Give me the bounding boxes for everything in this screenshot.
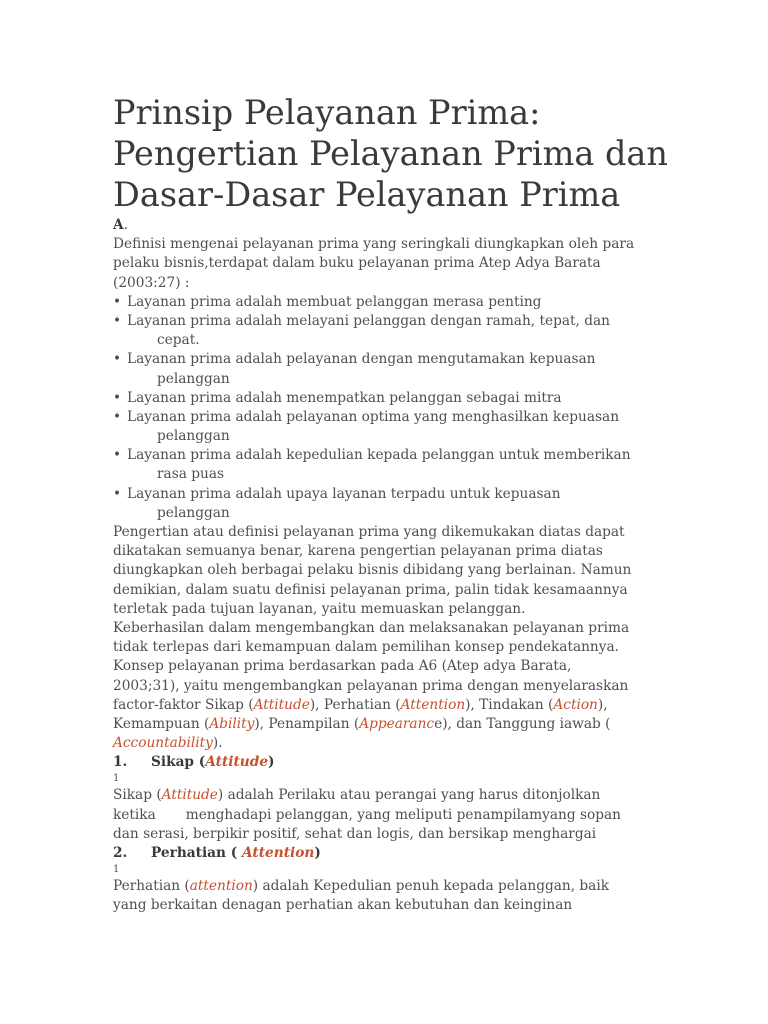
intro-line: (2003:27) :: [113, 274, 190, 291]
section-label: A.: [113, 217, 128, 233]
list-item: • Layanan prima adalah menempatkan pelanggan sebagai mitra: [113, 389, 658, 408]
bullet-icon: •: [113, 408, 122, 425]
bullet-icon: •: [113, 312, 122, 329]
list-item-continuation: pelanggan: [157, 504, 230, 521]
list-item: • Layanan prima adalah upaya layanan terpadu untuk kepuasan: [113, 485, 658, 504]
paragraph-line: Sikap (Attitude) adalah Perilaku atau perangai yang harus ditonjolkan: [113, 787, 601, 804]
page-title: [113, 92, 673, 215]
paragraph-line: dikatakan semuanya benar, karena pengertian pelayanan prima diatas: [113, 543, 603, 560]
list-item: • Layanan prima adalah kepedulian kepada pelanggan untuk memberikan: [113, 446, 658, 465]
definition-paragraph: [113, 523, 658, 753]
paragraph-line: 2003;31), yaitu mengembangkan pelayanan prima dengan menyelaraskan: [113, 677, 629, 694]
document-body: [113, 216, 658, 916]
list-item: • Layanan prima adalah pelayanan optima yang menghasilkan kepuasan: [113, 408, 658, 427]
list-item-continuation: cepat.: [157, 332, 200, 349]
section-heading: 2. Perhatian ( Attention): [113, 845, 321, 861]
paragraph-line: Kemampuan (Ability), Penampilan (Appearance), dan Tanggung iawab (: [113, 715, 611, 732]
paragraph-line: yang berkaitan denagan perhatian akan kebutuhan dan keinginan: [113, 897, 573, 914]
intro-line: pelaku bisnis,terdapat dalam buku pelayanan prima Atep Adya Barata: [113, 255, 601, 272]
bullet-icon: •: [113, 389, 122, 406]
bullet-icon: •: [113, 293, 122, 310]
paragraph-line: Pengertian atau definisi pelayanan prima yang dikemukakan diatas dapat: [113, 524, 625, 540]
list-item-continuation: pelanggan: [157, 428, 230, 445]
bullet-icon: •: [113, 447, 122, 464]
list-item: • Layanan prima adalah pelayanan dengan mengutamakan kepuasan: [113, 350, 658, 369]
title-line-2: Pengertian Pelayanan Prima dan: [113, 134, 668, 173]
title-line-1: Prinsip Pelayanan Prima:: [113, 93, 541, 132]
intro-paragraph: [113, 235, 658, 293]
paragraph-line: tidak terlepas dari kemampuan dalam pemilihan konsep pendekatannya.: [113, 639, 619, 656]
section-sikap: [113, 753, 658, 844]
intro-line: Definisi mengenai pelayanan prima yang seringkali diungkapkan oleh para: [113, 236, 635, 253]
footnote-marker: 1: [113, 864, 120, 876]
list-item: • Layanan prima adalah membuat pelanggan merasa penting: [113, 293, 658, 312]
paragraph-line: Keberhasilan dalam mengembangkan dan melaksanakan pelayanan prima: [113, 619, 630, 636]
paragraph-line: terletak pada tujuan layanan, yaitu memuaskan pelanggan.: [113, 600, 526, 617]
bullet-list: [113, 293, 658, 523]
paragraph-line: factor-faktor Sikap (Attitude), Perhatian (Attention), Tindakan (Action),: [113, 696, 608, 713]
list-item-continuation: pelanggan: [157, 370, 230, 387]
bullet-icon: •: [113, 485, 122, 502]
footnote-marker: 1: [113, 773, 120, 785]
section-heading: 1. Sikap (Attitude): [113, 754, 275, 771]
paragraph-line: demikian, dalam suatu definisi pelayanan prima, palin tidak kesamaannya: [113, 581, 628, 598]
section-perhatian: [113, 844, 658, 916]
paragraph-line: diungkapkan oleh berbagai pelaku bisnis dibidang yang berlainan. Namun: [113, 562, 632, 579]
paragraph-line: ketika menghadapi pelanggan, yang meliputi penampilamyang sopan: [113, 806, 621, 823]
paragraph-line: Perhatian (attention) adalah Kepedulian penuh kepada pelanggan, baik: [113, 878, 609, 895]
paragraph-line: Konsep pelayanan prima berdasarkan pada A6 (Atep adya Barata,: [113, 658, 572, 675]
title-line-3: Dasar-Dasar Pelayanan Prima: [113, 175, 621, 214]
bullet-icon: •: [113, 351, 122, 368]
list-item: • Layanan prima adalah melayani pelanggan dengan ramah, tepat, dan: [113, 312, 658, 331]
paragraph-line: Accountability).: [113, 735, 223, 752]
paragraph-line: dan serasi, berpikir positif, sehat dan logis, dan bersikap menghargai: [113, 825, 597, 842]
list-item-continuation: rasa puas: [157, 466, 225, 483]
